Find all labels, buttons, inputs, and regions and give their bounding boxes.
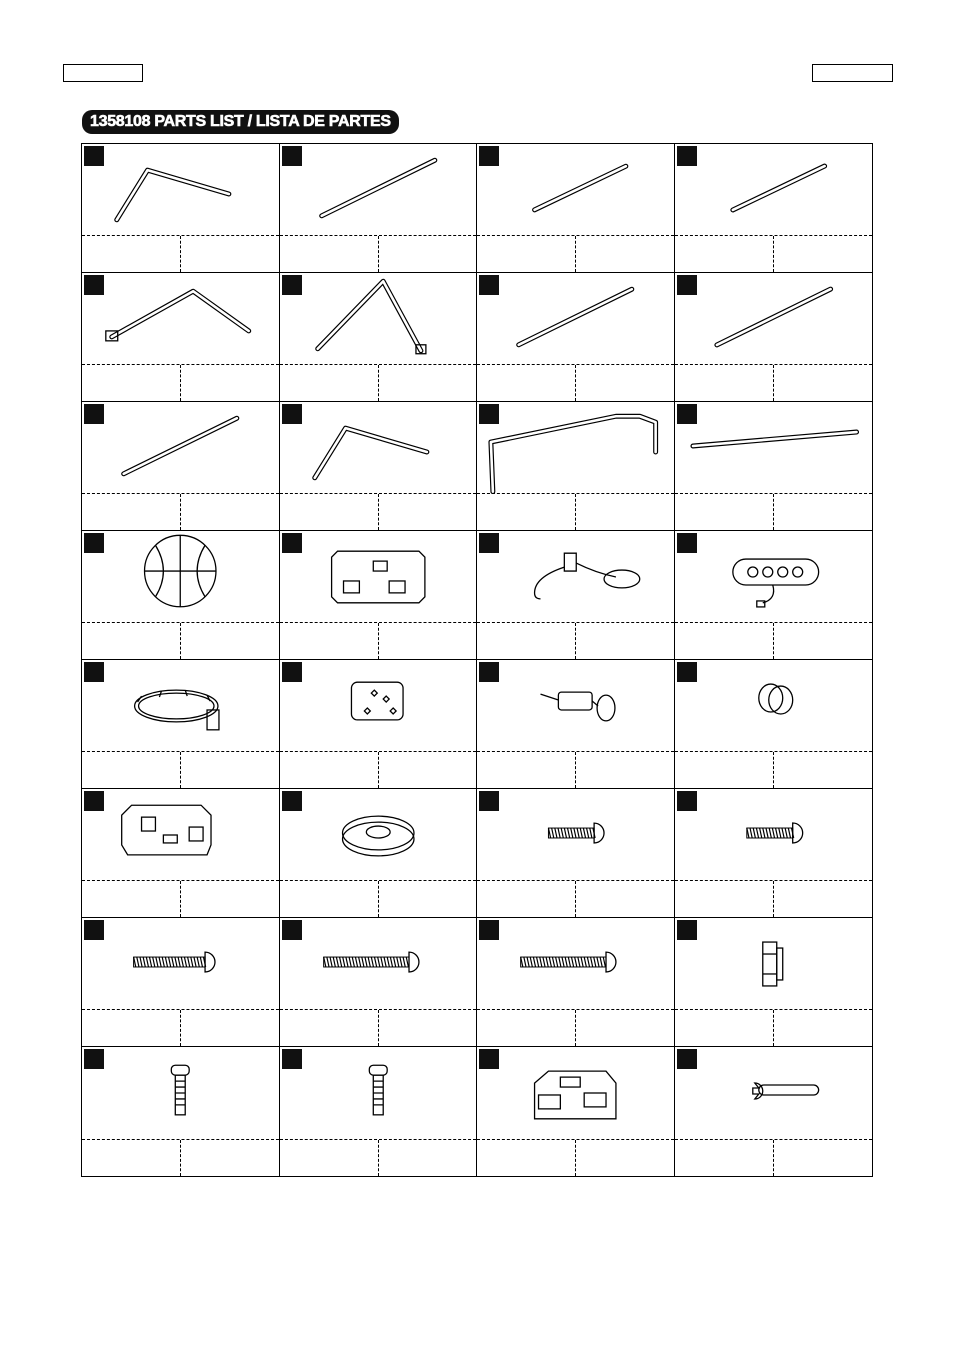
part-cell <box>82 531 280 660</box>
straight-pole-icon <box>675 273 873 365</box>
u-frame-icon <box>477 402 674 494</box>
parts-list-title-text: 1358108 PARTS LIST / LISTA DE PARTES <box>90 113 391 130</box>
straight-pole-icon <box>280 144 477 236</box>
quantity-row <box>675 493 873 530</box>
quantity-row <box>280 493 477 530</box>
part-cell <box>280 660 478 789</box>
quantity-row <box>675 1009 873 1046</box>
part-cell <box>280 1047 478 1176</box>
quantity-row <box>477 364 674 401</box>
part-cell <box>477 273 675 402</box>
quantity-row <box>82 493 279 530</box>
quantity-divider <box>575 365 576 401</box>
quantity-divider <box>180 236 181 272</box>
quantity-row <box>675 751 873 788</box>
part-cell <box>82 789 280 918</box>
basketball-icon <box>82 531 279 623</box>
quantity-divider <box>773 752 774 788</box>
quantity-row <box>280 880 477 917</box>
quantity-row <box>675 364 873 401</box>
quantity-row <box>675 235 873 272</box>
long-bolt-icon <box>280 918 477 1010</box>
part-cell <box>477 531 675 660</box>
quantity-divider <box>773 494 774 530</box>
part-cell <box>280 402 478 531</box>
quantity-divider <box>773 1010 774 1046</box>
wrench-icon <box>675 1047 873 1139</box>
short-bolt-icon <box>675 789 873 881</box>
quantity-row <box>280 622 477 659</box>
quantity-row <box>477 751 674 788</box>
quantity-row <box>477 1009 674 1046</box>
quantity-divider <box>575 881 576 917</box>
sensor-arm-icon <box>477 531 674 623</box>
quantity-row <box>82 880 279 917</box>
part-cell <box>477 1047 675 1176</box>
machine-screw-icon <box>82 1047 279 1139</box>
part-cell <box>675 1047 873 1176</box>
part-cell <box>82 918 280 1047</box>
bent-pole-icon <box>280 402 477 494</box>
quantity-divider <box>773 881 774 917</box>
parts-list-title <box>82 110 399 134</box>
part-cell <box>477 660 675 789</box>
angled-pole-left-icon <box>82 273 279 365</box>
short-pole-icon <box>477 144 674 236</box>
quantity-row <box>477 880 674 917</box>
quantity-row <box>477 1139 674 1176</box>
part-cell <box>675 918 873 1047</box>
short-bolt-icon <box>477 789 674 881</box>
hoop-rim-icon <box>82 660 279 752</box>
quantity-divider <box>378 494 379 530</box>
quantity-divider <box>180 881 181 917</box>
washer-icon <box>280 789 477 881</box>
short-pole-icon <box>675 144 873 236</box>
backboard-panel-icon <box>82 789 279 881</box>
quantity-row <box>82 622 279 659</box>
quantity-divider <box>575 494 576 530</box>
quantity-row <box>477 235 674 272</box>
quantity-row <box>675 622 873 659</box>
quantity-row <box>82 235 279 272</box>
part-cell <box>675 789 873 918</box>
control-panel-icon <box>675 531 873 623</box>
page-label-box-right <box>812 64 893 82</box>
part-cell <box>675 660 873 789</box>
part-cell <box>280 531 478 660</box>
page-label-box-left <box>63 64 143 82</box>
mounting-plate-icon <box>280 660 477 752</box>
part-cell <box>82 402 280 531</box>
part-cell <box>477 144 675 273</box>
quantity-divider <box>773 623 774 659</box>
quantity-row <box>675 1139 873 1176</box>
quantity-row <box>82 751 279 788</box>
part-cell <box>82 1047 280 1176</box>
quantity-row <box>82 1139 279 1176</box>
part-cell <box>82 144 280 273</box>
quantity-divider <box>575 623 576 659</box>
nut-icon <box>675 918 873 1010</box>
quantity-row <box>477 622 674 659</box>
quantity-divider <box>378 365 379 401</box>
machine-screw-icon <box>280 1047 477 1139</box>
part-cell <box>280 273 478 402</box>
quantity-divider <box>773 236 774 272</box>
bracket-plate-icon <box>477 1047 674 1139</box>
part-cell <box>477 402 675 531</box>
quantity-divider <box>378 1010 379 1046</box>
parts-grid <box>81 143 873 1177</box>
part-cell <box>280 918 478 1047</box>
part-cell <box>280 144 478 273</box>
quantity-row <box>675 880 873 917</box>
quantity-divider <box>180 1140 181 1176</box>
long-bolt-icon <box>477 918 674 1010</box>
part-cell <box>82 273 280 402</box>
bent-pole-icon <box>82 144 279 236</box>
straight-pole-icon <box>82 402 279 494</box>
quantity-row <box>82 1009 279 1046</box>
quantity-row <box>280 364 477 401</box>
quantity-divider <box>575 1010 576 1046</box>
quantity-divider <box>575 236 576 272</box>
long-rod-icon <box>675 402 873 494</box>
part-cell <box>675 144 873 273</box>
quantity-divider <box>378 752 379 788</box>
quantity-row <box>280 1009 477 1046</box>
quantity-divider <box>180 752 181 788</box>
quantity-divider <box>180 1010 181 1046</box>
quantity-divider <box>575 1140 576 1176</box>
part-cell <box>675 531 873 660</box>
quantity-divider <box>575 752 576 788</box>
scoreboard-icon <box>280 531 477 623</box>
quantity-divider <box>773 1140 774 1176</box>
quantity-divider <box>378 236 379 272</box>
part-cell <box>477 918 675 1047</box>
part-cell <box>675 273 873 402</box>
quantity-divider <box>180 623 181 659</box>
quantity-row <box>82 364 279 401</box>
quantity-divider <box>378 1140 379 1176</box>
part-cell <box>82 660 280 789</box>
sleeve-cap-icon <box>675 660 873 752</box>
quantity-row <box>477 493 674 530</box>
quantity-divider <box>180 494 181 530</box>
quantity-divider <box>773 365 774 401</box>
quantity-divider <box>378 623 379 659</box>
part-cell <box>675 402 873 531</box>
medium-bolt-icon <box>82 918 279 1010</box>
quantity-row <box>280 1139 477 1176</box>
straight-pole-icon <box>477 273 674 365</box>
angled-pole-right-icon <box>280 273 477 365</box>
part-cell <box>280 789 478 918</box>
quantity-divider <box>180 365 181 401</box>
quantity-divider <box>378 881 379 917</box>
part-cell <box>477 789 675 918</box>
quantity-row <box>280 751 477 788</box>
quantity-row <box>280 235 477 272</box>
air-pump-icon <box>477 660 674 752</box>
